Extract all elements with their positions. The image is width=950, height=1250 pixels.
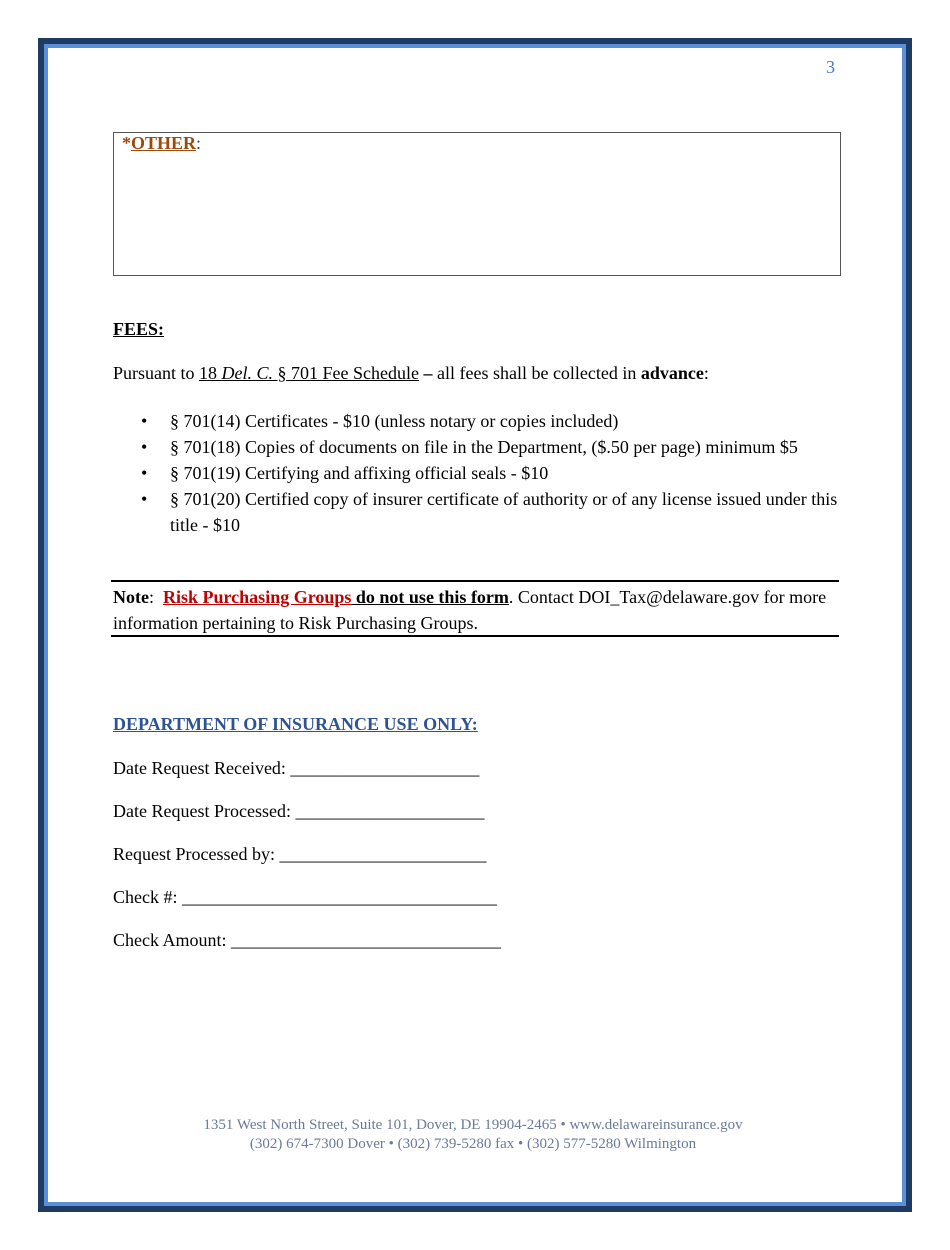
statute-italic: Del. C.	[221, 363, 274, 383]
other-colon: :	[196, 133, 202, 153]
do-not-use-text: do not use this form	[351, 587, 509, 607]
check-number-field[interactable]: Check #: ___________________________________	[113, 887, 497, 907]
fees-dash: –	[418, 363, 433, 383]
bullet-icon: •	[141, 411, 148, 431]
footer-address: 1351 West North Street, Suite 101, Dover, DE 19904-2465 • www.delawareinsurance.gov	[203, 1117, 743, 1133]
date-request-received-field[interactable]: Date Request Received: _____________________	[113, 758, 480, 778]
statute-reference	[199, 363, 419, 383]
fee-item-text: § 701(20) Certified copy of insurer certificate of authority or of any license issued under this title - $10	[170, 489, 838, 535]
other-label	[122, 133, 201, 154]
fees-intro	[113, 363, 709, 384]
note-box	[111, 580, 839, 637]
bullet-icon: •	[141, 463, 148, 483]
footer-phones: (302) 674-7300 Dover • (302) 739-5280 fax • (302) 577-5280 Wilmington	[249, 1136, 697, 1152]
other-label-text: OTHER	[131, 133, 197, 153]
bullet-icon: •	[141, 437, 148, 457]
fee-item	[113, 408, 843, 434]
statute-rest: § 701 Fee Schedule	[273, 363, 419, 383]
fee-item-text: § 701(18) Copies of documents on file in the Department, ($.50 per page) minimum $5	[170, 437, 798, 457]
fee-item	[113, 434, 843, 460]
fees-intro-end: :	[703, 363, 709, 383]
bullet-icon: •	[141, 489, 148, 509]
fee-item-text: § 701(19) Certifying and affixing official seals - $10	[170, 463, 549, 483]
fee-item	[113, 486, 843, 538]
date-request-processed-field[interactable]: Date Request Processed: _____________________	[113, 801, 485, 821]
fee-item	[113, 460, 843, 486]
fee-item-text: § 701(14) Certificates - $10 (unless notary or copies included)	[170, 411, 619, 431]
check-amount-field[interactable]: Check Amount: ______________________________	[113, 930, 501, 950]
fees-advance: advance	[640, 363, 704, 383]
note-colon: :	[148, 587, 154, 607]
other-star: *	[122, 133, 131, 153]
page-number: 3	[826, 57, 835, 77]
note-label: Note	[113, 587, 149, 607]
note-rest: . Contact DOI_Tax@delaware.gov for more information pertaining to Risk Purchasing Groups.	[113, 587, 827, 633]
fee-list	[113, 408, 843, 538]
fees-heading: FEES:	[113, 319, 165, 339]
statute-number: 18	[199, 363, 222, 383]
request-processed-by-field[interactable]: Request Processed by: _______________________	[113, 844, 487, 864]
fees-intro-mid: all fees shall be collected in	[432, 363, 641, 383]
fees-intro-prefix: Pursuant to	[113, 363, 200, 383]
doi-heading: DEPARTMENT OF INSURANCE USE ONLY:	[113, 714, 478, 734]
other-box[interactable]	[113, 132, 841, 276]
risk-purchasing-groups-link[interactable]: Risk Purchasing Groups	[163, 587, 352, 607]
